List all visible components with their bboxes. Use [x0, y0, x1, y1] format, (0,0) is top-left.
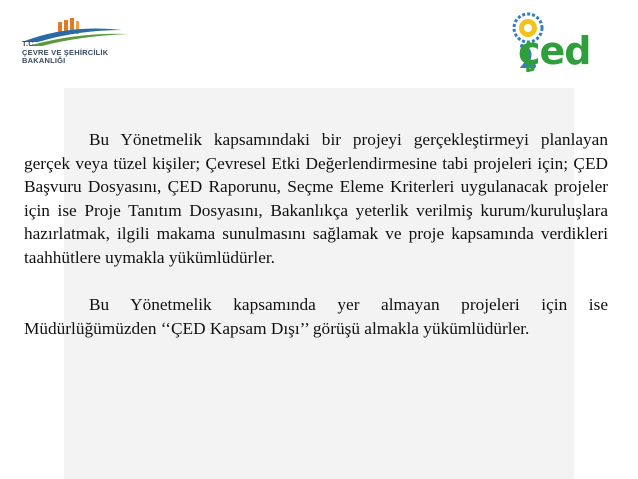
ministry-line-1: T.C.: [22, 39, 37, 48]
paragraph: Bu Yönetmelik kapsamındaki bir projeyi gerçekleştirmeyi planlayan gerçek veya tüzel kişiler; Çevresel Etki Değerlendirmesine tabi projeleri için; ÇED Başvuru Dosyasını, ÇED Raporunu, Seçme Eleme Kriterleri uygulanacak projeler için ise Proje Tanıtım Dosyasını, Bakanlıkça yeterlik verilmiş kurum/kuruluşlara hazırlatmak, ilgili makama sunulmasını sağlamak ve proje kapsamında verdikleri taahhütlere uymakla yükümlüdürler.: [24, 130, 608, 267]
paragraph: Bu Yönetmelik kapsamında yer almayan projeleri için ise Müdürlüğümüzden ‘‘ÇED Kapsam Dışı’’ görüşü almakla yükümlüdürler.: [24, 295, 608, 338]
ministry-line-2: ÇEVRE VE ŞEHİRCİLİK: [22, 47, 109, 57]
ministry-name: [22, 40, 108, 66]
ministry-line-3: BAKANLIĞI: [22, 56, 66, 65]
document-body: [24, 128, 608, 364]
ced-logo-text: çed: [518, 29, 591, 73]
